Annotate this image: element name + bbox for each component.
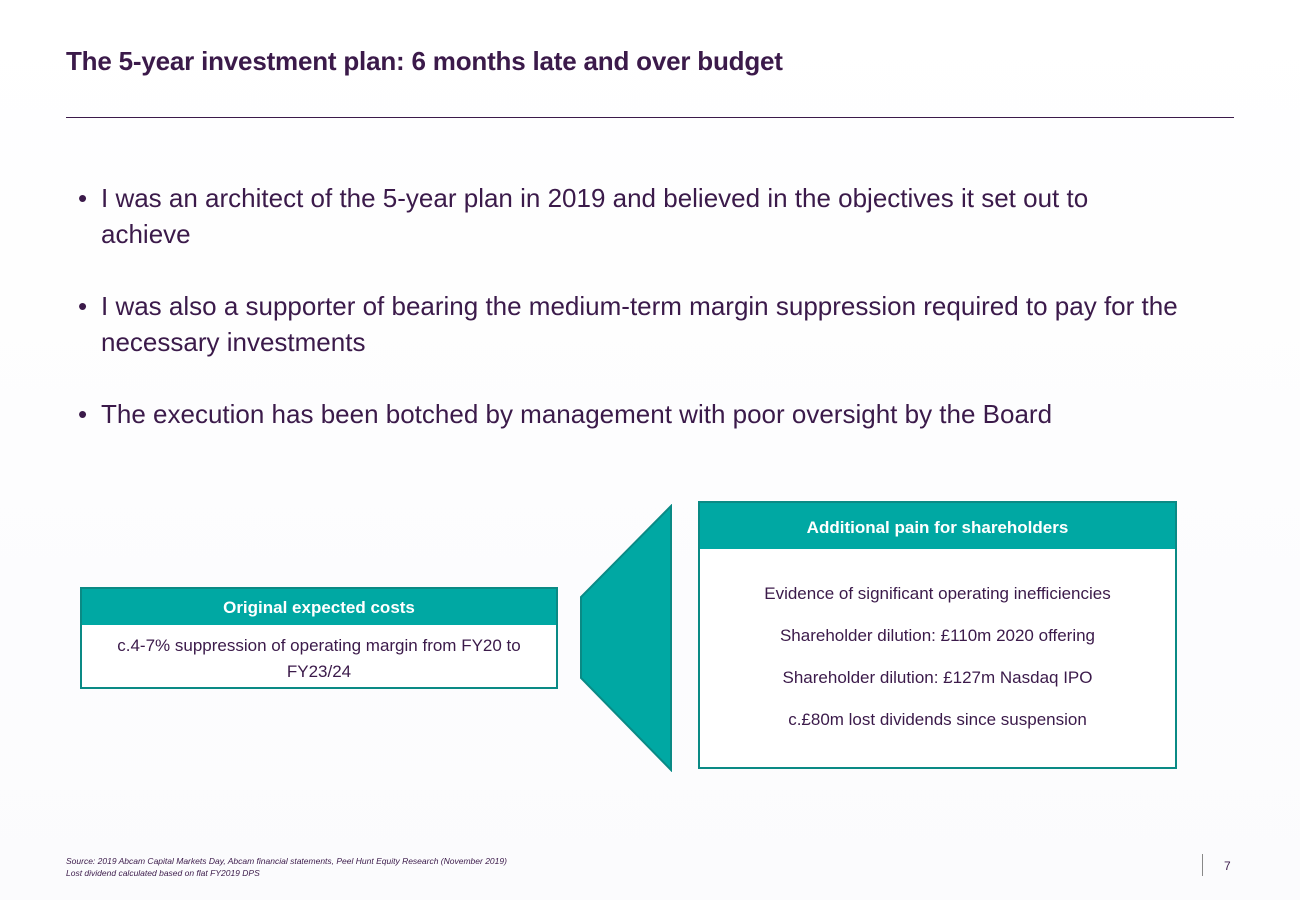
- bullet-item: [78, 180, 1178, 252]
- bullet-dot-icon: •: [78, 399, 88, 429]
- bullet-item: [78, 396, 1178, 432]
- pain-item: Shareholder dilution: £127m Nasdaq IPO: [782, 668, 1093, 687]
- bullet-list: [78, 180, 1178, 468]
- bullet-text: The execution has been botched by management with poor oversight by the Board: [101, 399, 1053, 429]
- page-number: 7: [1224, 859, 1231, 873]
- bullet-item: [78, 288, 1178, 360]
- bullet-text: I was an architect of the 5-year plan in 2019 and believed in the objectives it set out to achieve: [101, 183, 1089, 249]
- original-costs-text: c.4-7% suppression of operating margin from FY20 to FY23/24: [117, 636, 521, 681]
- expansion-arrow-icon: [580, 504, 674, 772]
- page-title: The 5-year investment plan: 6 months late and over budget: [66, 46, 783, 76]
- bullet-text: I was also a supporter of bearing the medium-term margin suppression required to pay for the necessary investments: [101, 291, 1178, 357]
- original-costs-box: [80, 587, 558, 689]
- bullet-dot-icon: •: [78, 291, 88, 321]
- additional-pain-list: [700, 549, 1175, 750]
- dividend-footnote: Lost dividend calculated based on flat FY2019 DPS: [66, 868, 260, 878]
- pain-item: c.£80m lost dividends since suspension: [788, 710, 1087, 729]
- additional-pain-heading: Additional pain for shareholders: [700, 503, 1175, 549]
- title-divider: [66, 117, 1234, 118]
- additional-pain-box: [698, 501, 1177, 769]
- pain-item: Shareholder dilution: £110m 2020 offering: [779, 626, 1096, 645]
- bullet-dot-icon: •: [78, 183, 88, 213]
- pain-item: Evidence of significant operating inefficiencies: [764, 584, 1111, 603]
- footnotes: [66, 855, 507, 879]
- source-footnote: Source: 2019 Abcam Capital Markets Day, Abcam financial statements, Peel Hunt Equity Research (November 2019): [66, 856, 507, 866]
- page-number-divider: [1202, 854, 1203, 876]
- original-costs-heading: Original expected costs: [82, 589, 556, 625]
